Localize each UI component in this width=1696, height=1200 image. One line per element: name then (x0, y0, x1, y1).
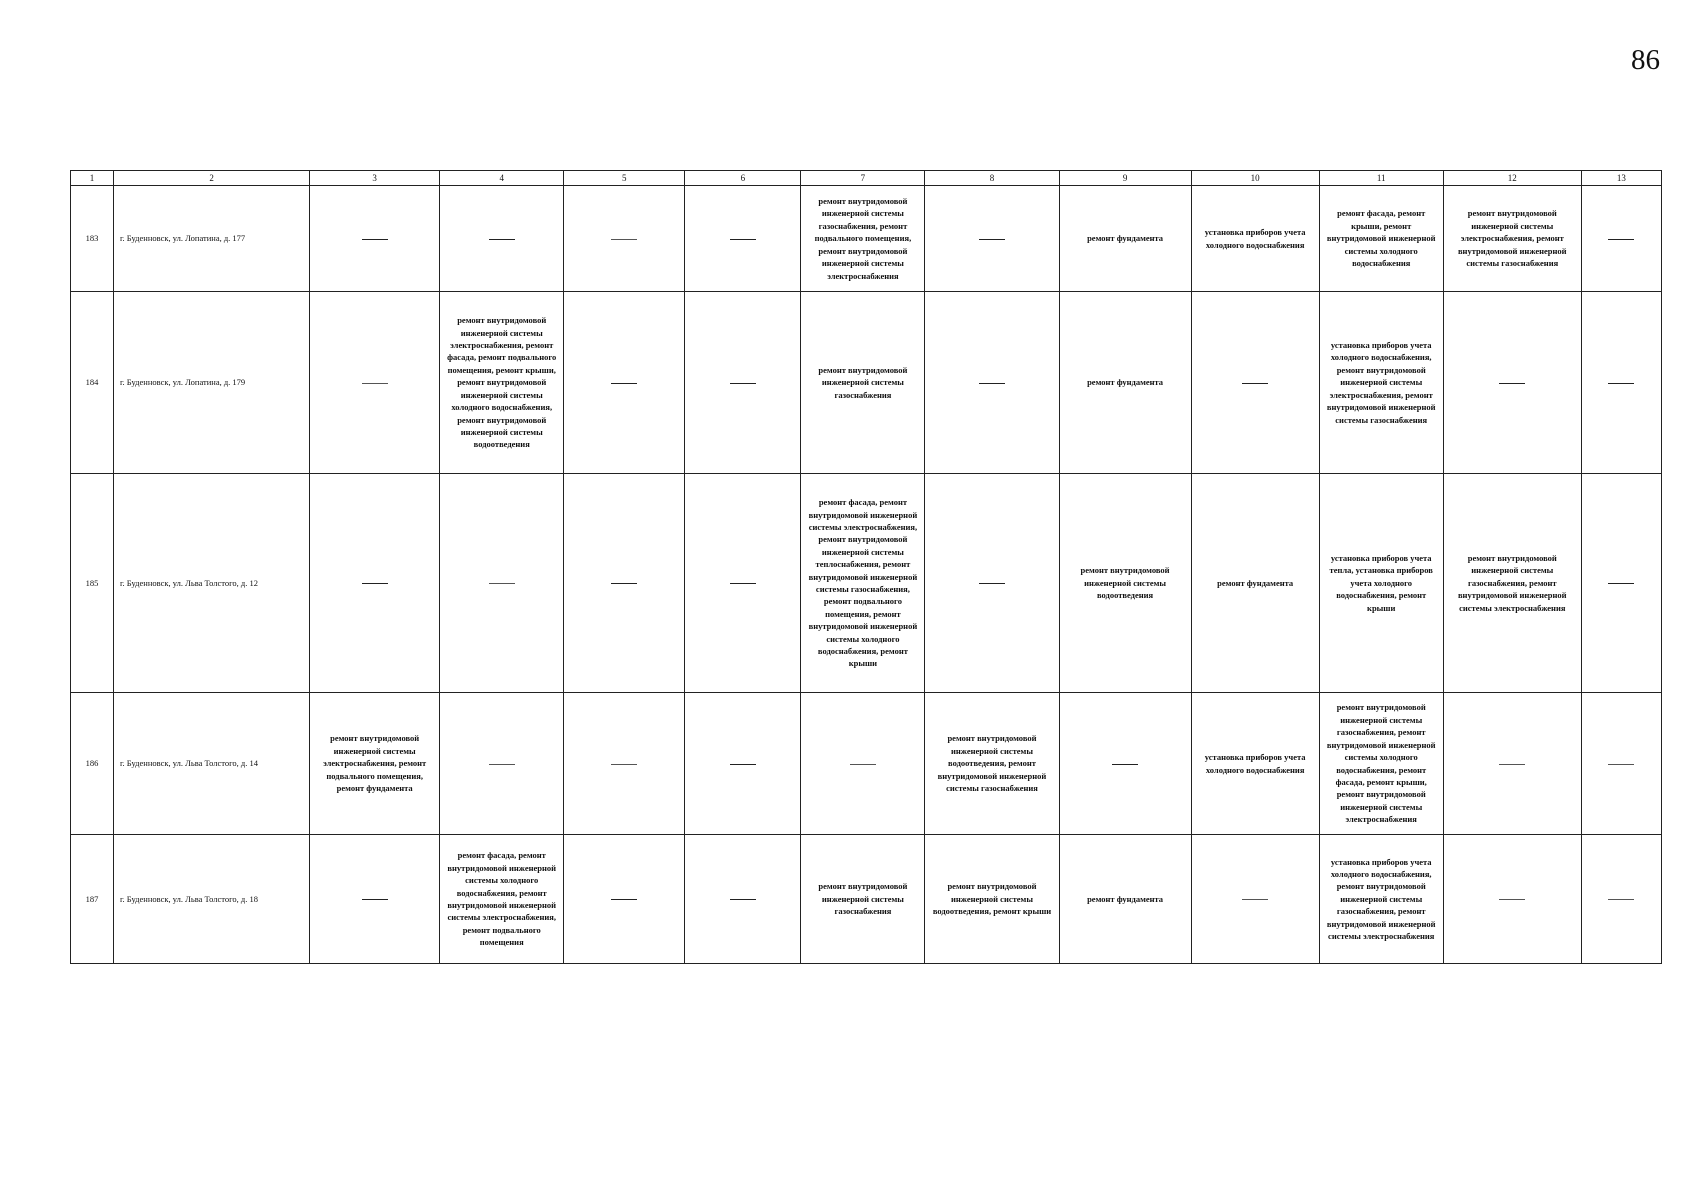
empty-cell (310, 186, 440, 292)
column-header: 11 (1319, 171, 1443, 186)
empty-cell (1443, 693, 1581, 835)
table-row (71, 186, 1662, 292)
dash-mark (489, 583, 515, 584)
empty-cell (1443, 292, 1581, 474)
address-cell: г. Буденновск, ул. Льва Толстого, д. 14 (114, 693, 310, 835)
dash-mark (1499, 764, 1525, 765)
dash-mark (1608, 383, 1634, 384)
row-number: 186 (71, 693, 114, 835)
work-cell: установка приборов учета холодного водоснабжения, ремонт внутридомовой инженерной системы электроснабжения, ремонт внутридомовой инженерной системы газоснабжения (1319, 292, 1443, 474)
dash-mark (1499, 899, 1525, 900)
dash-mark (979, 239, 1005, 240)
empty-cell (564, 474, 685, 693)
empty-cell (685, 693, 801, 835)
table-row (71, 693, 1662, 835)
empty-cell (1191, 835, 1319, 964)
work-cell: установка приборов учета тепла, установка приборов учета холодного водоснабжения, ремонт крыши (1319, 474, 1443, 693)
work-cell: ремонт внутридомовой инженерной системы газоснабжения, ремонт внутридомовой инженерной системы холодного водоснабжения, ремонт фасада, ремонт крыши, ремонт внутридомовой инженерной системы электроснабжения (1319, 693, 1443, 835)
work-cell: ремонт фундамента (1191, 474, 1319, 693)
table-row (71, 474, 1662, 693)
work-cell: ремонт внутридомовой инженерной системы водоотведения, ремонт крыши (925, 835, 1059, 964)
empty-cell (564, 835, 685, 964)
empty-cell (564, 186, 685, 292)
empty-cell (310, 292, 440, 474)
dash-mark (611, 583, 637, 584)
column-header: 2 (114, 171, 310, 186)
dash-mark (1608, 583, 1634, 584)
column-header: 7 (801, 171, 925, 186)
dash-mark (1112, 764, 1138, 765)
dash-mark (362, 899, 388, 900)
work-cell: ремонт фасада, ремонт внутридомовой инженерной системы электроснабжения, ремонт внутридомовой инженерной системы теплоснабжения, ремонт внутридомовой инженерной системы газоснабжения, ремонт подвального помещения, ремонт внутридомовой инженерной системы холодного водоснабжения, ремонт крыши (801, 474, 925, 693)
column-header: 10 (1191, 171, 1319, 186)
empty-cell (1581, 693, 1661, 835)
empty-cell (1581, 835, 1661, 964)
work-cell: ремонт фасада, ремонт внутридомовой инженерной системы холодного водоснабжения, ремонт внутридомовой инженерной системы электроснабжения, ремонт подвального помещения (440, 835, 564, 964)
dash-mark (730, 899, 756, 900)
empty-cell (925, 292, 1059, 474)
empty-cell (685, 292, 801, 474)
row-number: 183 (71, 186, 114, 292)
dash-mark (850, 764, 876, 765)
dash-mark (611, 899, 637, 900)
work-cell: ремонт фундамента (1059, 292, 1191, 474)
empty-cell (1581, 186, 1661, 292)
row-number: 187 (71, 835, 114, 964)
page-number: 86 (1631, 44, 1660, 76)
column-header: 6 (685, 171, 801, 186)
empty-cell (310, 474, 440, 693)
dash-mark (1242, 899, 1268, 900)
work-cell: установка приборов учета холодного водоснабжения (1191, 186, 1319, 292)
empty-cell (1191, 292, 1319, 474)
empty-cell (564, 693, 685, 835)
empty-cell (801, 693, 925, 835)
dash-mark (730, 383, 756, 384)
dash-mark (730, 583, 756, 584)
dash-mark (362, 239, 388, 240)
dash-mark (611, 764, 637, 765)
empty-cell (440, 693, 564, 835)
empty-cell (1443, 835, 1581, 964)
table-row (71, 292, 1662, 474)
address-cell: г. Буденновск, ул. Льва Толстого, д. 18 (114, 835, 310, 964)
column-header: 8 (925, 171, 1059, 186)
empty-cell (925, 186, 1059, 292)
address-cell: г. Буденновск, ул. Лопатина, д. 179 (114, 292, 310, 474)
empty-cell (310, 835, 440, 964)
column-header: 9 (1059, 171, 1191, 186)
work-cell: ремонт внутридомовой инженерной системы водоотведения, ремонт внутридомовой инженерной системы газоснабжения (925, 693, 1059, 835)
dash-mark (1608, 899, 1634, 900)
work-cell: установка приборов учета холодного водоснабжения, ремонт внутридомовой инженерной системы газоснабжения, ремонт внутридомовой инженерной системы электроснабжения (1319, 835, 1443, 964)
work-cell: ремонт внутридомовой инженерной системы электроснабжения, ремонт фасада, ремонт подвального помещения, ремонт крыши, ремонт внутридомовой инженерной системы холодного водоснабжения, ремонт внутридомовой инженерной системы водоотведения (440, 292, 564, 474)
column-header: 5 (564, 171, 685, 186)
dash-mark (1242, 383, 1268, 384)
empty-cell (925, 474, 1059, 693)
work-cell: ремонт фундамента (1059, 835, 1191, 964)
work-cell: установка приборов учета холодного водоснабжения (1191, 693, 1319, 835)
address-cell: г. Буденновск, ул. Лопатина, д. 177 (114, 186, 310, 292)
table-row (71, 835, 1662, 964)
empty-cell (685, 474, 801, 693)
work-cell: ремонт внутридомовой инженерной системы электроснабжения, ремонт подвального помещения, ремонт фундамента (310, 693, 440, 835)
dash-mark (979, 583, 1005, 584)
dash-mark (362, 383, 388, 384)
dash-mark (611, 383, 637, 384)
dash-mark (1608, 764, 1634, 765)
dash-mark (611, 239, 637, 240)
work-cell: ремонт внутридомовой инженерной системы газоснабжения (801, 835, 925, 964)
dash-mark (979, 383, 1005, 384)
empty-cell (685, 835, 801, 964)
empty-cell (564, 292, 685, 474)
dash-mark (489, 764, 515, 765)
column-header: 12 (1443, 171, 1581, 186)
row-number: 184 (71, 292, 114, 474)
row-number: 185 (71, 474, 114, 693)
dash-mark (362, 583, 388, 584)
empty-cell (440, 186, 564, 292)
empty-cell (440, 474, 564, 693)
empty-cell (1059, 693, 1191, 835)
repair-schedule-table (70, 170, 1662, 964)
work-cell: ремонт внутридомовой инженерной системы газоснабжения, ремонт подвального помещения, ремонт внутридомовой инженерной системы электроснабжения (801, 186, 925, 292)
dash-mark (730, 239, 756, 240)
work-cell: ремонт внутридомовой инженерной системы электроснабжения, ремонт внутридомовой инженерной системы газоснабжения (1443, 186, 1581, 292)
dash-mark (1608, 239, 1634, 240)
empty-cell (685, 186, 801, 292)
dash-mark (730, 764, 756, 765)
empty-cell (1581, 474, 1661, 693)
work-cell: ремонт фундамента (1059, 186, 1191, 292)
dash-mark (1499, 383, 1525, 384)
column-header: 4 (440, 171, 564, 186)
work-cell: ремонт внутридомовой инженерной системы газоснабжения (801, 292, 925, 474)
address-cell: г. Буденновск, ул. Льва Толстого, д. 12 (114, 474, 310, 693)
column-header: 3 (310, 171, 440, 186)
column-header: 1 (71, 171, 114, 186)
header-row (71, 171, 1662, 186)
work-cell: ремонт внутридомовой инженерной системы газоснабжения, ремонт внутридомовой инженерной системы электроснабжения (1443, 474, 1581, 693)
work-cell: ремонт фасада, ремонт крыши, ремонт внутридомовой инженерной системы холодного водоснабжения (1319, 186, 1443, 292)
dash-mark (489, 239, 515, 240)
work-cell: ремонт внутридомовой инженерной системы водоотведения (1059, 474, 1191, 693)
empty-cell (1581, 292, 1661, 474)
column-header: 13 (1581, 171, 1661, 186)
